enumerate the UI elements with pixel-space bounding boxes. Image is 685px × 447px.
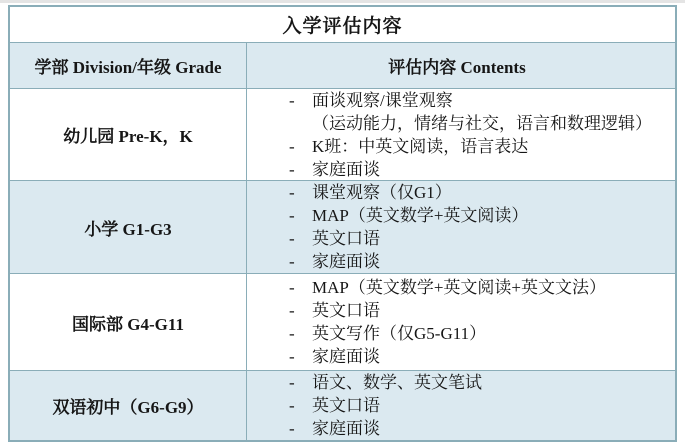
item-dash: - xyxy=(289,159,295,179)
division-cell: 国际部 G4-G11 xyxy=(10,274,247,370)
assessment-list xyxy=(247,276,667,368)
item-dash: - xyxy=(289,90,295,110)
item-text: 英文口语 xyxy=(312,396,380,415)
table-header-row xyxy=(10,42,675,88)
assessment-list xyxy=(247,181,667,273)
assessment-item-continuation xyxy=(312,112,667,135)
item-text: 家庭面谈 xyxy=(312,252,380,271)
item-dash: - xyxy=(289,206,295,225)
assessment-list xyxy=(247,371,667,440)
item-text: 面谈观察/课堂观察 xyxy=(312,90,453,110)
assessment-item xyxy=(289,227,667,250)
division-cell: 双语初中（G6-G9） xyxy=(10,371,247,440)
item-text: 家庭面谈 xyxy=(312,419,380,438)
assessment-item xyxy=(289,135,667,158)
item-dash: - xyxy=(289,396,295,415)
assessment-item xyxy=(289,204,667,227)
item-text: （运动能力，情绪与社交，语言和数理逻辑） xyxy=(312,113,652,133)
assessment-item xyxy=(289,371,667,394)
item-dash: - xyxy=(289,324,295,343)
item-text: 家庭面谈 xyxy=(312,347,380,366)
item-dash: - xyxy=(289,278,295,297)
item-dash: - xyxy=(289,347,295,366)
item-text: 课堂观察（仅G1） xyxy=(312,183,452,202)
assessment-item xyxy=(289,299,667,322)
item-text: MAP（英文数学+英文阅读+英文文法） xyxy=(312,278,607,297)
assessment-item xyxy=(289,250,667,273)
item-dash: - xyxy=(289,252,295,271)
contents-cell xyxy=(247,89,675,180)
division-cell: 小学 G1-G3 xyxy=(10,181,247,273)
assessment-item xyxy=(289,181,667,204)
assessment-item xyxy=(289,158,667,181)
admission-assessment-table xyxy=(8,5,677,442)
table-row-bilingual-middle xyxy=(10,370,675,440)
item-text: K班：中英文阅读，语言表达 xyxy=(312,136,529,156)
contents-cell xyxy=(247,181,675,273)
item-text: 英文口语 xyxy=(312,301,380,320)
contents-cell xyxy=(247,274,675,370)
table-title: 入学评估内容 xyxy=(10,7,675,42)
assessment-item xyxy=(289,276,667,299)
item-dash: - xyxy=(289,373,295,392)
contents-cell xyxy=(247,371,675,440)
assessment-item xyxy=(289,345,667,368)
header-division-grade: 学部 Division/年级 Grade xyxy=(10,43,247,88)
item-dash: - xyxy=(289,136,295,156)
item-dash: - xyxy=(289,183,295,202)
table-row-primary xyxy=(10,180,675,273)
assessment-item xyxy=(289,322,667,345)
item-text: 英文口语 xyxy=(312,229,380,248)
item-text: 家庭面谈 xyxy=(312,159,380,179)
assessment-item xyxy=(289,89,667,112)
table-row-international xyxy=(10,273,675,370)
table-row-prek xyxy=(10,88,675,180)
assessment-list xyxy=(247,89,667,181)
item-text: MAP（英文数学+英文阅读） xyxy=(312,206,529,225)
item-text: 语文、数学、英文笔试 xyxy=(312,373,482,392)
item-text: 英文写作（仅G5-G11） xyxy=(312,324,487,343)
item-dash: - xyxy=(289,229,295,248)
item-dash: - xyxy=(289,419,295,438)
division-cell: 幼儿园 Pre-K，K xyxy=(10,89,247,180)
assessment-item xyxy=(289,394,667,417)
header-contents: 评估内容 Contents xyxy=(388,58,526,77)
item-dash: - xyxy=(289,301,295,320)
assessment-item xyxy=(289,417,667,440)
